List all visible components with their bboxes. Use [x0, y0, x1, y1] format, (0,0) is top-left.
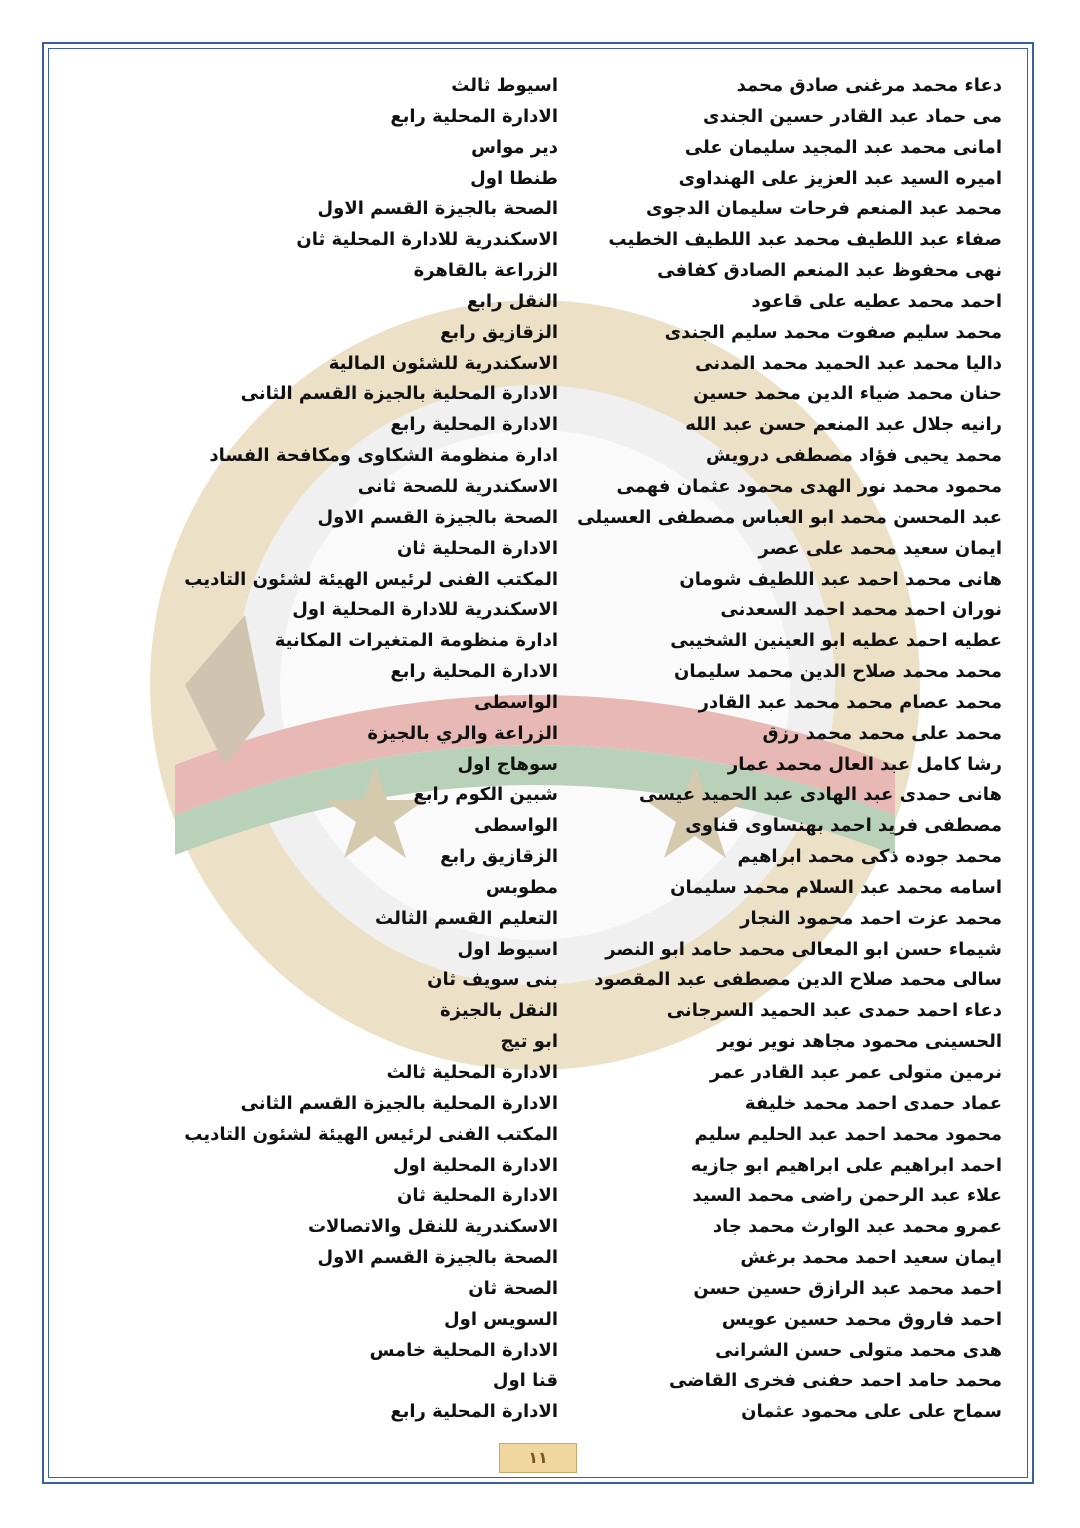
- employee-name: محمد عزت احمد محمود النجار: [740, 907, 1002, 929]
- assignment-location: المكتب الفنى لرئيس الهيئة لشئون التاديب: [184, 1123, 558, 1145]
- list-item: [60, 410, 1010, 441]
- list-item: [60, 441, 1010, 472]
- assignment-location: الادارة المحلية ثالث: [386, 1062, 558, 1083]
- employee-name: رشا كامل عبد العال محمد عمار: [727, 753, 1002, 775]
- assignment-location: الزراعة والري بالجيزة: [367, 722, 558, 744]
- employee-name: نهى محفوظ عبد المنعم الصادق كفافى: [657, 260, 1002, 282]
- list-item: [60, 503, 1010, 534]
- assignment-location: الادارة المحلية خامس: [369, 1339, 558, 1361]
- assignment-location: الزراعة بالقاهرة: [413, 260, 558, 282]
- employee-name: هانى محمد احمد عبد اللطيف شومان: [679, 568, 1002, 590]
- list-item: [60, 873, 1010, 904]
- employee-name: احمد محمد عبد الرازق حسين حسن: [693, 1277, 1002, 1299]
- employee-name: اميره السيد عبد العزيز على الهنداوى: [678, 167, 1002, 189]
- list-item: [60, 1181, 1010, 1212]
- employee-name: عماد حمدى احمد محمد خليفة: [744, 1092, 1002, 1114]
- employee-name: سماح على على محمود عثمان: [741, 1401, 1002, 1423]
- list-item: [60, 750, 1010, 781]
- assignment-location: الزقازيق رابع: [440, 321, 558, 343]
- assignment-location: الادارة المحلية بالجيزة القسم الثانى: [240, 383, 558, 405]
- assignment-location: الصحة بالجيزة القسم الاول: [317, 506, 558, 528]
- assignment-location: شبين الكوم رابع: [413, 784, 558, 806]
- employee-name: ايمان سعيد احمد محمد برغش: [740, 1247, 1002, 1269]
- assignment-location: ابو تيج: [500, 1031, 558, 1053]
- employee-name: محمد يحيى فؤاد مصطفى درويش: [706, 445, 1002, 467]
- list-item: [60, 287, 1010, 318]
- list-item: [60, 965, 1010, 996]
- assignment-location: الصحة بالجيزة القسم الاول: [317, 198, 558, 220]
- assignment-location: الادارة المحلية رابع: [390, 105, 558, 127]
- list-item: [60, 102, 1010, 133]
- employee-name: احمد محمد عطيه على قاعود: [751, 290, 1002, 312]
- assignment-location: الادارة المحلية رابع: [390, 1401, 558, 1423]
- assignment-location: السويس اول: [444, 1308, 558, 1330]
- employee-name: عمرو محمد عبد الوارث محمد جاد: [712, 1216, 1002, 1238]
- list-item: [60, 379, 1010, 410]
- employee-name: محمد على محمد محمد رزق: [762, 722, 1002, 744]
- employee-name: دعاء محمد مرغنى صادق محمد: [736, 75, 1002, 96]
- employee-name: محمد جوده ذكى محمد ابراهيم: [737, 846, 1002, 868]
- assignment-location: الادارة المحلية رابع: [390, 414, 558, 436]
- assignment-location: الاسكندرية للادارة المحلية ثان: [296, 229, 558, 251]
- list-item: [60, 719, 1010, 750]
- list-item: [60, 256, 1010, 287]
- employee-name: محمود محمد نور الهدى محمود عثمان فهمى: [616, 475, 1002, 497]
- assignment-location: ادارة منظومة المتغيرات المكانية: [274, 630, 558, 652]
- list-item: [60, 565, 1010, 596]
- employee-name: عبد المحسن محمد ابو العباس مصطفى العسيلى: [577, 506, 1002, 528]
- employee-name: محمد عبد المنعم فرحات سليمان الدجوى: [645, 198, 1002, 220]
- assignment-location: الزقازيق رابع: [440, 846, 558, 868]
- list-item: [60, 1243, 1010, 1274]
- assignment-location: دير مواس: [471, 136, 558, 158]
- list-item: [60, 71, 1010, 102]
- list-item: [60, 1120, 1010, 1151]
- employee-name: علاء عبد الرحمن راضى محمد السيد: [692, 1185, 1002, 1207]
- list-item: [60, 1336, 1010, 1367]
- employee-name: هانى حمدى عبد الهادى عبد الحميد عيسى: [638, 784, 1002, 806]
- employee-name: شيماء حسن ابو المعالى محمد حامد ابو النصر: [605, 938, 1002, 960]
- employee-name: محمد سليم صفوت محمد سليم الجندى: [664, 321, 1002, 343]
- list-item: [60, 904, 1010, 935]
- employee-name: اسامه محمد عبد السلام محمد سليمان: [670, 876, 1002, 898]
- list-item: [60, 349, 1010, 380]
- employee-name: عطيه احمد عطيه ابو العينين الشخيبى: [670, 630, 1002, 652]
- employee-name: نرمين متولى عمر عبد القادر عمر: [709, 1062, 1002, 1083]
- assignment-location: مطوبس: [485, 876, 558, 898]
- assignment-location: الادارة المحلية بالجيزة القسم الثانى: [240, 1092, 558, 1114]
- employee-name: احمد ابراهيم على ابراهيم ابو جازيه: [690, 1154, 1002, 1176]
- employee-name: نوران احمد محمد احمد السعدنى: [720, 599, 1002, 621]
- assignment-location: الادارة المحلية ثان: [397, 1185, 558, 1207]
- assignment-location: الاسكندرية للصحة ثانى: [357, 475, 558, 497]
- assignment-location: اسيوط اول: [457, 938, 558, 960]
- list-item: [60, 996, 1010, 1027]
- employee-name: محمد محمد صلاح الدين محمد سليمان: [674, 661, 1002, 683]
- employee-name: مى حماد عبد القادر حسين الجندى: [703, 105, 1002, 127]
- list-item: [60, 1397, 1010, 1428]
- list-item: [60, 842, 1010, 873]
- assignment-location: النقل بالجيزة: [440, 1000, 558, 1022]
- assignment-location: الواسطى: [474, 815, 558, 837]
- list-item: [60, 626, 1010, 657]
- list-item: [60, 1274, 1010, 1305]
- list-item: [60, 688, 1010, 719]
- assignment-location: الادارة المحلية ثان: [397, 537, 558, 559]
- employee-assignment-list: [60, 71, 1010, 1428]
- list-item: [60, 225, 1010, 256]
- assignment-location: طنطا اول: [470, 167, 558, 189]
- employee-name: ايمان سعيد محمد على عصر: [758, 537, 1002, 559]
- list-item: [60, 164, 1010, 195]
- assignment-location: الاسكندرية للادارة المحلية اول: [292, 599, 558, 621]
- assignment-location: قنا اول: [492, 1370, 558, 1392]
- employee-name: محمد حامد احمد حفنى فخرى القاضى: [669, 1370, 1002, 1392]
- assignment-location: سوهاج اول: [457, 753, 558, 775]
- assignment-location: الاسكندرية للنقل والاتصالات: [307, 1216, 558, 1238]
- employee-name: هدى محمد متولى حسن الشرانى: [715, 1339, 1002, 1361]
- employee-name: امانى محمد عبد المجيد سليمان على: [684, 136, 1002, 158]
- list-item: [60, 133, 1010, 164]
- assignment-location: الصحة ثان: [468, 1277, 558, 1299]
- list-item: [60, 194, 1010, 225]
- list-item: [60, 1366, 1010, 1397]
- assignment-location: اسيوط ثالث: [451, 75, 558, 96]
- list-item: [60, 472, 1010, 503]
- list-item: [60, 1212, 1010, 1243]
- assignment-location: الادارة المحلية اول: [392, 1154, 558, 1176]
- employee-name: احمد فاروق محمد حسين عويس: [721, 1308, 1002, 1330]
- assignment-location: الواسطى: [474, 691, 558, 713]
- list-item: [60, 935, 1010, 966]
- list-item: [60, 811, 1010, 842]
- assignment-location: الصحة بالجيزة القسم الاول: [317, 1247, 558, 1269]
- list-item: [60, 318, 1010, 349]
- employee-name: مصطفى فريد احمد بهنساوى قناوى: [685, 815, 1002, 837]
- list-item: [60, 1058, 1010, 1089]
- employee-name: محمد عصام محمد محمد عبد القادر: [698, 691, 1002, 713]
- employee-name: الحسينى محمود مجاهد نوير نوير: [717, 1031, 1002, 1053]
- assignment-location: المكتب الفنى لرئيس الهيئة لشئون التاديب: [184, 568, 558, 590]
- employee-name: داليا محمد عبد الحميد محمد المدنى: [695, 352, 1002, 374]
- assignment-location: ادارة منظومة الشكاوى ومكافحة الفساد: [209, 445, 558, 467]
- employee-name: محمود محمد احمد عبد الحليم سليم: [694, 1123, 1002, 1145]
- list-item: [60, 1027, 1010, 1058]
- list-item: [60, 780, 1010, 811]
- assignment-location: الاسكندرية للشئون المالية: [328, 352, 558, 374]
- list-item: [60, 595, 1010, 626]
- list-item: [60, 1089, 1010, 1120]
- list-item: [60, 1151, 1010, 1182]
- assignment-location: الادارة المحلية رابع: [390, 661, 558, 683]
- list-item: [60, 657, 1010, 688]
- assignment-location: التعليم القسم الثالث: [375, 907, 558, 929]
- assignment-location: النقل رابع: [466, 290, 558, 312]
- employee-name: سالى محمد صلاح الدين مصطفى عبد المقصود: [594, 969, 1002, 991]
- employee-name: دعاء احمد حمدى عبد الحميد السرجانى: [666, 1000, 1002, 1022]
- employee-name: حنان محمد ضياء الدين محمد حسين: [693, 383, 1002, 405]
- list-item: [60, 534, 1010, 565]
- employee-name: رانيه جلال عبد المنعم حسن عبد الله: [685, 414, 1002, 436]
- list-item: [60, 1305, 1010, 1336]
- page-number: ١١: [499, 1443, 577, 1473]
- assignment-location: بنى سويف ثان: [427, 969, 558, 991]
- employee-name: صفاء عبد اللطيف محمد عبد اللطيف الخطيب: [608, 229, 1002, 251]
